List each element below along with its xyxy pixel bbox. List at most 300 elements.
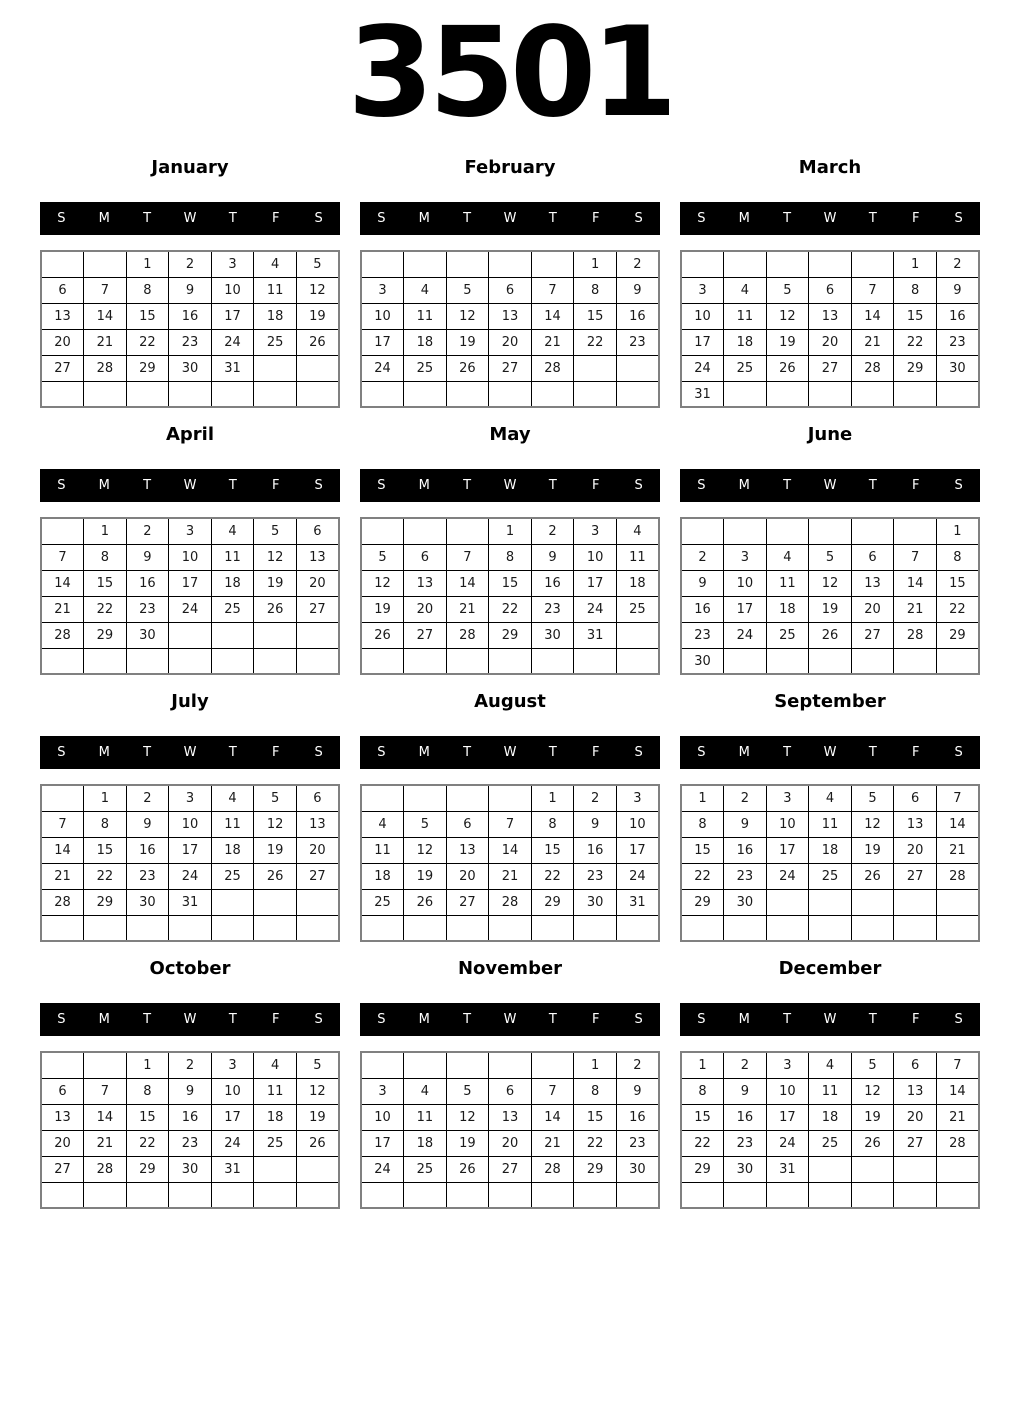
weekday-letter: T (783, 478, 792, 494)
day-cell: 10 (361, 1104, 404, 1130)
month-title: October (149, 958, 231, 980)
empty-cell (41, 648, 84, 674)
day-cell: 9 (169, 1078, 212, 1104)
day-cell: 1 (489, 518, 532, 544)
empty-cell (681, 251, 724, 277)
day-cell: 4 (361, 811, 404, 837)
week-row (681, 837, 979, 863)
month-march (680, 158, 980, 408)
day-cell: 1 (574, 1052, 617, 1078)
empty-cell (936, 889, 979, 915)
weekday-letter: W (823, 1012, 837, 1028)
empty-cell (894, 915, 937, 941)
day-cell: 14 (894, 570, 937, 596)
weekday-letter: W (183, 211, 197, 227)
day-cell: 13 (894, 1078, 937, 1104)
day-cell: 30 (531, 622, 574, 648)
empty-cell (766, 1182, 809, 1208)
day-cell: 14 (851, 303, 894, 329)
weekday-letter: W (823, 745, 837, 761)
day-cell: 20 (809, 329, 852, 355)
empty-cell (724, 915, 767, 941)
empty-cell (404, 785, 447, 811)
weekday-letter: M (418, 1012, 430, 1028)
day-cell: 26 (254, 863, 297, 889)
empty-cell (616, 915, 659, 941)
day-cell: 8 (894, 277, 937, 303)
day-cell: 12 (361, 570, 404, 596)
weekday-header-row (40, 202, 340, 235)
day-cell: 5 (809, 544, 852, 570)
day-cell: 30 (169, 1156, 212, 1182)
day-cell: 22 (126, 329, 169, 355)
day-cell: 30 (169, 355, 212, 381)
day-cell: 19 (296, 303, 339, 329)
month-title: July (171, 691, 209, 713)
day-cell: 1 (126, 1052, 169, 1078)
day-cell: 15 (936, 570, 979, 596)
day-cell: 29 (126, 355, 169, 381)
empty-cell (724, 1182, 767, 1208)
empty-cell (211, 648, 254, 674)
weekday-letter: W (183, 478, 197, 494)
weekday-letter: T (868, 478, 877, 494)
day-cell: 15 (84, 570, 127, 596)
empty-cell (531, 381, 574, 407)
empty-cell (211, 622, 254, 648)
empty-cell (41, 251, 84, 277)
weekday-letter: S (314, 745, 323, 761)
weekday-letter: S (377, 478, 386, 494)
day-cell: 10 (361, 303, 404, 329)
day-cell: 5 (851, 785, 894, 811)
day-cell: 6 (851, 544, 894, 570)
day-cell: 15 (531, 837, 574, 863)
day-cell: 7 (894, 544, 937, 570)
week-row (41, 570, 339, 596)
week-row (681, 596, 979, 622)
weekday-letter: T (548, 478, 557, 494)
week-row (361, 622, 659, 648)
day-cell: 8 (574, 277, 617, 303)
empty-cell (851, 1156, 894, 1182)
day-cell: 28 (41, 889, 84, 915)
day-cell: 17 (681, 329, 724, 355)
day-cell: 23 (724, 863, 767, 889)
day-cell: 29 (84, 622, 127, 648)
week-row (681, 570, 979, 596)
day-cell: 1 (894, 251, 937, 277)
day-cell: 26 (851, 1130, 894, 1156)
empty-cell (84, 251, 127, 277)
day-cell: 6 (894, 785, 937, 811)
day-cell: 4 (211, 785, 254, 811)
day-cell: 14 (936, 1078, 979, 1104)
week-row (361, 251, 659, 277)
weekday-letter: T (868, 211, 877, 227)
day-cell: 8 (126, 1078, 169, 1104)
empty-cell (404, 251, 447, 277)
day-cell: 24 (361, 1156, 404, 1182)
day-cell: 20 (404, 596, 447, 622)
day-cell: 5 (361, 544, 404, 570)
week-row (361, 596, 659, 622)
day-cell: 7 (936, 1052, 979, 1078)
empty-cell (361, 1182, 404, 1208)
day-cell: 23 (681, 622, 724, 648)
empty-cell (936, 1182, 979, 1208)
day-cell: 9 (169, 277, 212, 303)
empty-cell (851, 915, 894, 941)
day-cell: 4 (809, 785, 852, 811)
day-cell: 2 (936, 251, 979, 277)
empty-cell (574, 381, 617, 407)
empty-cell (404, 518, 447, 544)
day-cell: 5 (851, 1052, 894, 1078)
day-cell: 26 (446, 355, 489, 381)
day-cell: 24 (574, 596, 617, 622)
day-cell: 13 (296, 811, 339, 837)
day-cell: 14 (84, 303, 127, 329)
empty-cell (616, 381, 659, 407)
empty-cell (84, 915, 127, 941)
month-june (680, 425, 980, 675)
weekday-letter: S (697, 745, 706, 761)
empty-cell (169, 622, 212, 648)
weekday-letter: F (591, 745, 600, 761)
week-row (681, 381, 979, 407)
day-cell: 22 (936, 596, 979, 622)
day-cell: 13 (41, 303, 84, 329)
day-cell: 9 (724, 1078, 767, 1104)
week-row (681, 251, 979, 277)
empty-cell (724, 251, 767, 277)
weekday-letter: W (183, 1012, 197, 1028)
week-row (361, 837, 659, 863)
day-cell: 27 (489, 1156, 532, 1182)
day-cell: 16 (574, 837, 617, 863)
month-title: March (798, 157, 862, 179)
weekday-header-row (360, 469, 660, 502)
day-cell: 26 (851, 863, 894, 889)
day-cell: 15 (574, 303, 617, 329)
day-cell: 11 (724, 303, 767, 329)
day-cell: 16 (616, 303, 659, 329)
empty-cell (404, 648, 447, 674)
week-row (41, 1078, 339, 1104)
day-cell: 3 (211, 1052, 254, 1078)
day-cell: 7 (41, 544, 84, 570)
week-row (41, 1052, 339, 1078)
day-cell: 15 (681, 837, 724, 863)
empty-cell (254, 1156, 297, 1182)
day-cell: 19 (851, 837, 894, 863)
day-cell: 26 (766, 355, 809, 381)
day-cell: 30 (681, 648, 724, 674)
day-cell: 13 (851, 570, 894, 596)
day-cell: 20 (296, 570, 339, 596)
day-cell: 16 (681, 596, 724, 622)
day-cell: 24 (361, 355, 404, 381)
day-cell: 25 (254, 1130, 297, 1156)
weekday-letter: M (418, 745, 430, 761)
day-cell: 6 (489, 1078, 532, 1104)
weekday-letter: F (271, 478, 280, 494)
day-cell: 26 (361, 622, 404, 648)
week-row (361, 889, 659, 915)
day-cell: 30 (936, 355, 979, 381)
day-cell: 8 (531, 811, 574, 837)
day-cell: 28 (84, 1156, 127, 1182)
empty-cell (894, 1156, 937, 1182)
empty-cell (404, 1182, 447, 1208)
day-cell: 25 (404, 1156, 447, 1182)
day-cell: 15 (126, 303, 169, 329)
day-cell: 18 (809, 837, 852, 863)
weekday-letter: M (98, 478, 110, 494)
empty-cell (361, 915, 404, 941)
week-row (681, 277, 979, 303)
day-cell: 17 (574, 570, 617, 596)
day-cell: 10 (211, 277, 254, 303)
empty-cell (851, 381, 894, 407)
empty-cell (894, 518, 937, 544)
day-cell: 22 (84, 863, 127, 889)
day-cell: 30 (574, 889, 617, 915)
empty-cell (446, 648, 489, 674)
day-cell: 22 (894, 329, 937, 355)
day-cell: 4 (254, 1052, 297, 1078)
empty-cell (41, 381, 84, 407)
day-cell: 3 (211, 251, 254, 277)
empty-cell (766, 381, 809, 407)
empty-cell (446, 1182, 489, 1208)
empty-cell (254, 381, 297, 407)
day-cell: 23 (126, 596, 169, 622)
empty-cell (254, 915, 297, 941)
day-cell: 6 (489, 277, 532, 303)
weekday-letter: S (314, 211, 323, 227)
week-row (41, 622, 339, 648)
empty-cell (84, 648, 127, 674)
day-cell: 14 (531, 1104, 574, 1130)
month-january (40, 158, 340, 408)
weekday-letter: T (548, 211, 557, 227)
day-cell: 19 (361, 596, 404, 622)
day-cell: 18 (361, 863, 404, 889)
week-row (361, 1104, 659, 1130)
day-cell: 1 (84, 785, 127, 811)
day-cell: 5 (296, 1052, 339, 1078)
weekday-letter: T (143, 478, 152, 494)
empty-cell (211, 915, 254, 941)
empty-cell (809, 648, 852, 674)
weekday-letter: T (783, 211, 792, 227)
day-cell: 26 (254, 596, 297, 622)
weekday-letter: F (271, 1012, 280, 1028)
day-cell: 10 (169, 811, 212, 837)
empty-cell (851, 518, 894, 544)
day-cell: 8 (936, 544, 979, 570)
day-cell: 15 (84, 837, 127, 863)
day-cell: 2 (126, 785, 169, 811)
day-cell: 24 (616, 863, 659, 889)
day-cell: 18 (404, 1130, 447, 1156)
day-cell: 16 (724, 837, 767, 863)
empty-cell (489, 1182, 532, 1208)
empty-cell (936, 648, 979, 674)
month-title: May (489, 424, 531, 446)
day-cell: 3 (169, 518, 212, 544)
calendar-grid (0, 158, 1020, 1209)
day-cell: 17 (361, 1130, 404, 1156)
weekday-letter: S (634, 478, 643, 494)
day-cell: 16 (616, 1104, 659, 1130)
day-cell: 25 (211, 596, 254, 622)
day-cell: 10 (169, 544, 212, 570)
weekday-letter: W (183, 745, 197, 761)
day-cell: 17 (361, 329, 404, 355)
day-cell: 5 (254, 785, 297, 811)
empty-cell (361, 251, 404, 277)
week-row (681, 1104, 979, 1130)
day-cell: 23 (169, 1130, 212, 1156)
weekday-letter: T (463, 211, 472, 227)
day-cell: 14 (936, 811, 979, 837)
day-cell: 25 (254, 329, 297, 355)
month-title: November (457, 958, 563, 980)
day-cell: 21 (446, 596, 489, 622)
day-cell: 2 (574, 785, 617, 811)
day-cell: 18 (211, 837, 254, 863)
month-day-grid (360, 517, 660, 675)
empty-cell (446, 381, 489, 407)
week-row (681, 518, 979, 544)
weekday-letter: T (868, 745, 877, 761)
day-cell: 17 (766, 837, 809, 863)
day-cell: 27 (41, 355, 84, 381)
day-cell: 10 (766, 811, 809, 837)
week-row (41, 648, 339, 674)
day-cell: 8 (489, 544, 532, 570)
day-cell: 12 (809, 570, 852, 596)
day-cell: 28 (489, 889, 532, 915)
week-row (41, 277, 339, 303)
weekday-letter: T (143, 1012, 152, 1028)
day-cell: 27 (851, 622, 894, 648)
empty-cell (446, 251, 489, 277)
day-cell: 16 (126, 837, 169, 863)
day-cell: 9 (126, 544, 169, 570)
weekday-letter: T (228, 745, 237, 761)
weekday-letter: T (783, 1012, 792, 1028)
day-cell: 8 (84, 544, 127, 570)
weekday-letter: T (228, 1012, 237, 1028)
weekday-header-row (360, 736, 660, 769)
weekday-letter: F (271, 745, 280, 761)
day-cell: 15 (489, 570, 532, 596)
weekday-header-row (680, 469, 980, 502)
day-cell: 21 (851, 329, 894, 355)
day-cell: 21 (531, 329, 574, 355)
empty-cell (489, 648, 532, 674)
day-cell: 9 (531, 544, 574, 570)
day-cell: 11 (361, 837, 404, 863)
empty-cell (84, 1182, 127, 1208)
month-day-grid (40, 784, 340, 942)
day-cell: 19 (404, 863, 447, 889)
weekday-letter: T (143, 745, 152, 761)
weekday-letter: S (954, 211, 963, 227)
weekday-letter: T (143, 211, 152, 227)
empty-cell (574, 1182, 617, 1208)
week-row (41, 303, 339, 329)
day-cell: 13 (489, 1104, 532, 1130)
day-cell: 11 (616, 544, 659, 570)
day-cell: 28 (894, 622, 937, 648)
day-cell: 28 (936, 863, 979, 889)
day-cell: 25 (616, 596, 659, 622)
day-cell: 8 (84, 811, 127, 837)
empty-cell (169, 381, 212, 407)
day-cell: 13 (446, 837, 489, 863)
week-row (361, 648, 659, 674)
day-cell: 7 (446, 544, 489, 570)
day-cell: 10 (724, 570, 767, 596)
week-row (41, 915, 339, 941)
day-cell: 20 (851, 596, 894, 622)
empty-cell (296, 381, 339, 407)
weekday-letter: W (503, 745, 517, 761)
day-cell: 11 (766, 570, 809, 596)
day-cell: 25 (724, 355, 767, 381)
week-row (681, 1156, 979, 1182)
empty-cell (41, 785, 84, 811)
day-cell: 3 (766, 1052, 809, 1078)
empty-cell (84, 1052, 127, 1078)
day-cell: 12 (404, 837, 447, 863)
empty-cell (126, 648, 169, 674)
empty-cell (894, 1182, 937, 1208)
day-cell: 11 (404, 1104, 447, 1130)
empty-cell (531, 251, 574, 277)
day-cell: 2 (724, 785, 767, 811)
weekday-letter: T (463, 478, 472, 494)
weekday-letter: M (738, 211, 750, 227)
week-row (681, 785, 979, 811)
weekday-letter: F (591, 1012, 600, 1028)
day-cell: 11 (809, 811, 852, 837)
day-cell: 31 (766, 1156, 809, 1182)
weekday-header-row (40, 469, 340, 502)
empty-cell (766, 518, 809, 544)
empty-cell (766, 251, 809, 277)
day-cell: 15 (681, 1104, 724, 1130)
empty-cell (531, 915, 574, 941)
empty-cell (254, 648, 297, 674)
day-cell: 9 (616, 277, 659, 303)
day-cell: 24 (766, 1130, 809, 1156)
day-cell: 21 (936, 1104, 979, 1130)
day-cell: 22 (489, 596, 532, 622)
week-row (681, 1052, 979, 1078)
day-cell: 14 (84, 1104, 127, 1130)
day-cell: 24 (766, 863, 809, 889)
weekday-letter: T (463, 745, 472, 761)
empty-cell (809, 1182, 852, 1208)
week-row (361, 1130, 659, 1156)
day-cell: 1 (936, 518, 979, 544)
